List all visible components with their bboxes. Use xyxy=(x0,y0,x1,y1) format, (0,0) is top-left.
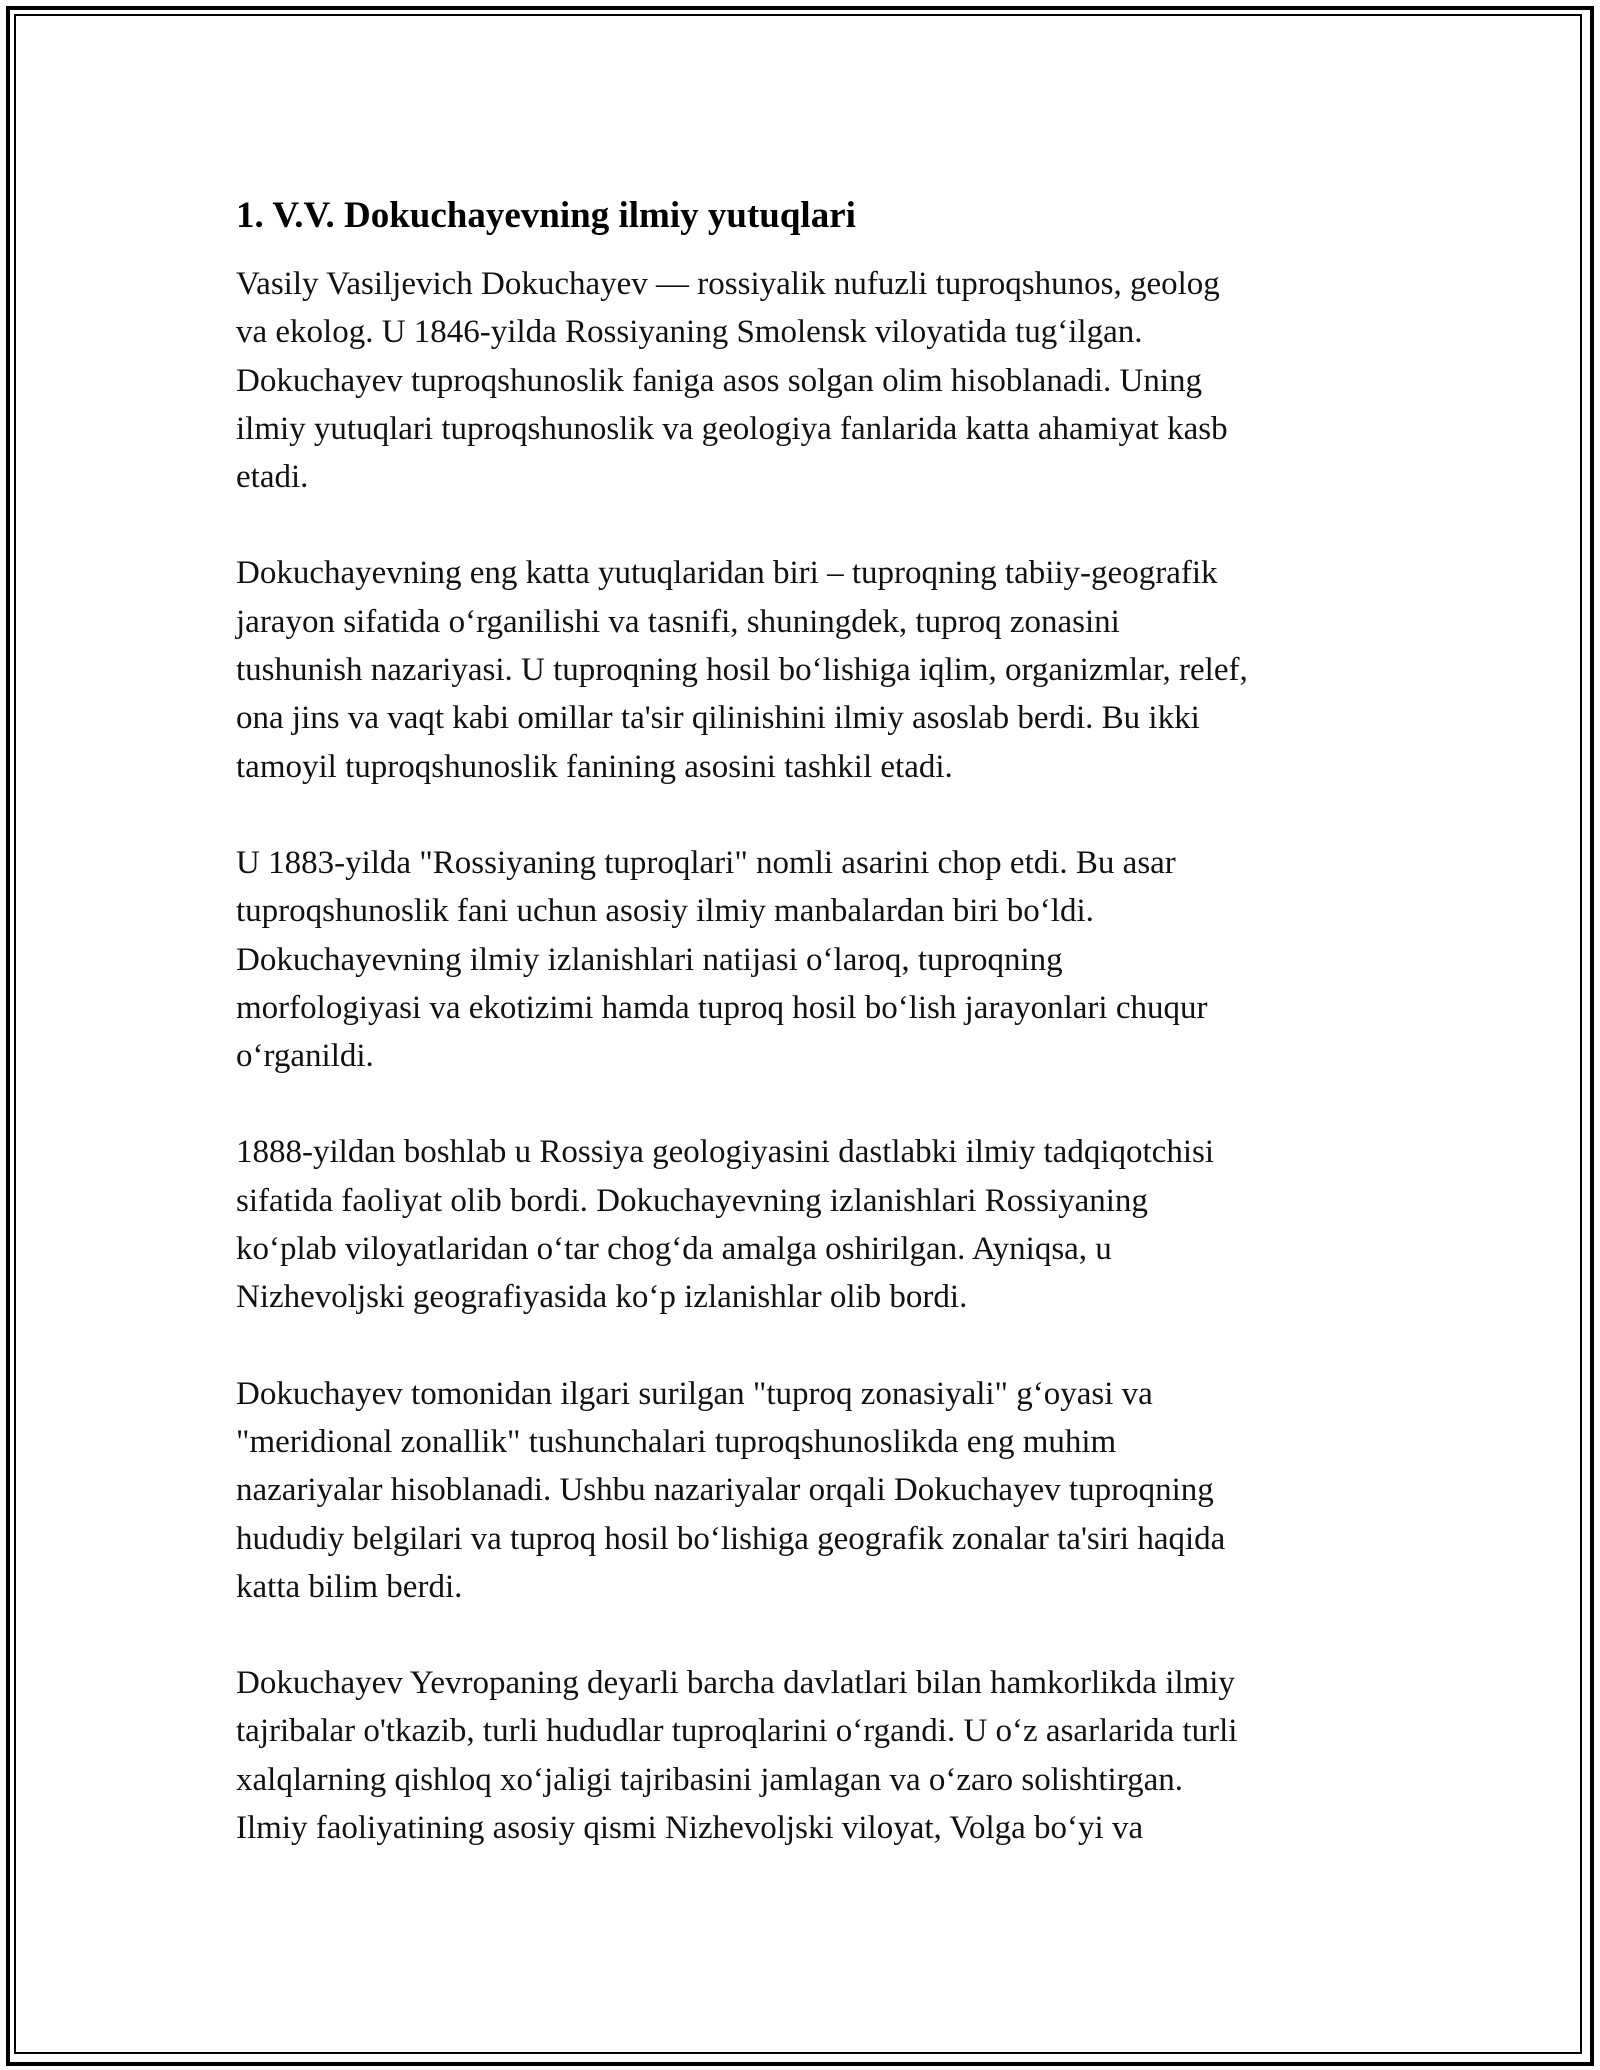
paragraph-6 xyxy=(236,1659,1396,1852)
paragraph-line: Dokuchayev Yevropaning deyarli barcha davlatlari bilan hamkorlikda ilmiy xyxy=(236,1665,1235,1702)
paragraph-line: morfologiyasi va ekotizimi hamda tuproq hosil bo‘lish jarayonlari chuqur xyxy=(236,989,1208,1026)
paragraph-line: tushunish nazariyasi. U tuproqning hosil bo‘lishiga iqlim, organizmlar, relef, xyxy=(236,652,1248,689)
paragraph-line: Vasily Vasiljevich Dokuchayev — rossiyalik nufuzli tuproqshunos, geolog xyxy=(236,266,1220,302)
paragraph-line: Dokuchayev tuproqshunoslik faniga asos solgan olim hisoblanadi. Uning xyxy=(236,362,1203,399)
paragraph-3 xyxy=(236,839,1396,1080)
paragraph-line: Dokuchayevning ilmiy izlanishlari natijasi o‘laroq, tuproqning xyxy=(236,941,1063,978)
paragraph-line: tajribalar o'tkazib, turli hududlar tuproqlarini o‘rgandi. U o‘z asarlarida turli xyxy=(236,1713,1238,1750)
paragraph-line: Ilmiy faoliyatining asosiy qismi Nizhevoljski viloyat, Volga bo‘yi va xyxy=(236,1810,1144,1847)
paragraph-line: Dokuchayevning eng katta yutuqlaridan biri – tuproqning tabiiy-geografik xyxy=(236,555,1218,592)
paragraph-line: jarayon sifatida o‘rganilishi va tasnifi, shuningdek, tuproq zonasini xyxy=(236,603,1120,640)
paragraph-line: U 1883-yilda "Rossiyaning tuproqlari" nomli asarini chop etdi. Bu asar xyxy=(236,844,1176,881)
paragraph-line: nazariyalar hisoblanadi. Ushbu nazariyalar orqali Dokuchayev tuproqning xyxy=(236,1472,1214,1509)
paragraph-line: tuproqshunoslik fani uchun asosiy ilmiy manbalardan biri bo‘ldi. xyxy=(236,893,1094,930)
paragraph-line: etadi. xyxy=(236,459,309,496)
paragraph-line: sifatida faoliyat olib bordi. Dokuchayevning izlanishlari Rossiyaning xyxy=(236,1182,1148,1219)
paragraph-2 xyxy=(236,549,1396,790)
document-body xyxy=(236,186,1396,1900)
paragraph-line: "meridional zonallik" tushunchalari tuproqshunoslikda eng muhim xyxy=(236,1423,1117,1460)
paragraph-line: hududiy belgilari va tuproq hosil bo‘lishiga geografik zonalar ta'siri haqida xyxy=(236,1520,1226,1557)
section-title: 1. V.V. Dokuchayevning ilmiy yutuqlari xyxy=(236,195,856,236)
paragraph-line: va ekolog. U 1846-yilda Rossiyaning Smolensk viloyatida tug‘ilgan. xyxy=(236,314,1143,351)
paragraph-line: xalqlarning qishloq xo‘jaligi tajribasini jamlagan va o‘zaro solishtirgan. xyxy=(236,1761,1184,1798)
paragraph-line: 1888-yildan boshlab u Rossiya geologiyasini dastlabki ilmiy tadqiqotchisi xyxy=(236,1134,1214,1171)
paragraph-5 xyxy=(236,1370,1396,1611)
paragraph-line: ilmiy yutuqlari tuproqshunoslik va geologiya fanlarida katta ahamiyat kasb xyxy=(236,410,1228,447)
paragraph-line: Nizhevoljski geografiyasida ko‘p izlanishlar olib bordi. xyxy=(236,1279,968,1316)
paragraph-1 xyxy=(236,260,1396,501)
paragraph-line: katta bilim berdi. xyxy=(236,1568,463,1605)
paragraph-line: o‘rganildi. xyxy=(236,1038,374,1075)
paragraph-line: ona jins va vaqt kabi omillar ta'sir qilinishini ilmiy asoslab berdi. Bu ikki xyxy=(236,700,1200,737)
paragraph-4 xyxy=(236,1128,1396,1321)
paragraph-line: ko‘plab viloyatlaridan o‘tar chog‘da amalga oshirilgan. Ayniqsa, u xyxy=(236,1231,1112,1268)
paragraph-line: Dokuchayev tomonidan ilgari surilgan "tuproq zonasiyali" g‘oyasi va xyxy=(236,1375,1153,1412)
paragraph-line: tamoyil tuproqshunoslik fanining asosini tashkil etadi. xyxy=(236,748,953,785)
